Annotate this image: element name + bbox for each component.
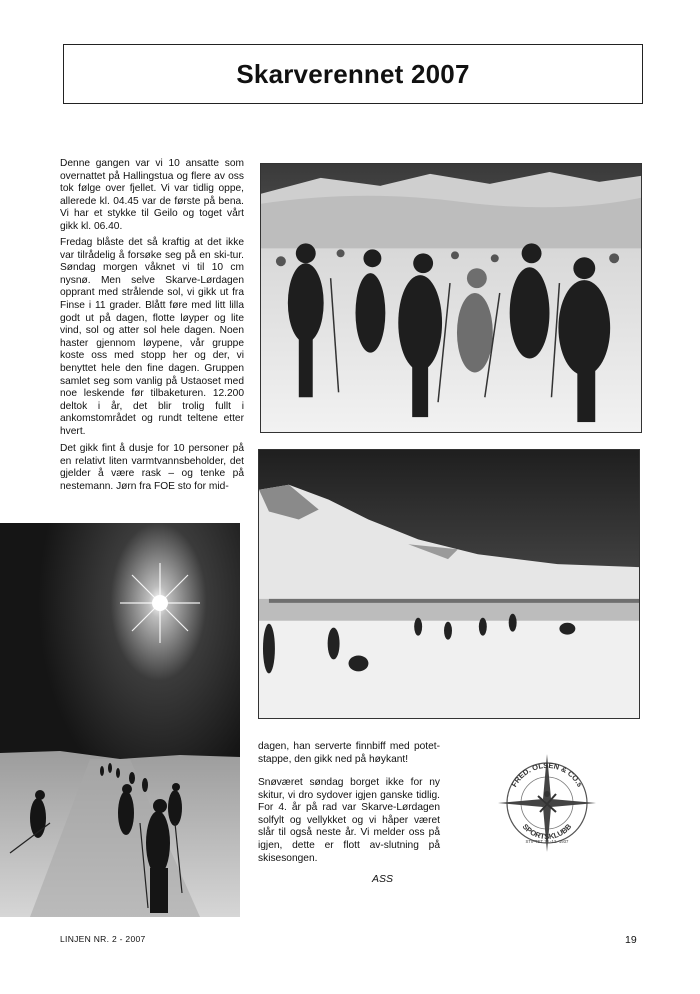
title-box (63, 44, 643, 104)
logo-text-bottom: SPORTSKLUBB (520, 822, 574, 842)
paragraph-1: Denne gangen var vi 10 ansatte som overnattet på Hallingstua og flere av oss tok følge over fjellet. Vi var tidlig oppe, allerede kl. 04.45 var de første på bena. Vi har et stykke til Geilo og toget vårt gikk kl. 06.40. (60, 158, 244, 232)
footer-publication: LINJEN NR. 2 - 2007 (60, 934, 146, 944)
page-number: 19 (625, 934, 637, 946)
sportsklubb-logo (496, 752, 598, 854)
logo-text-top: FRED. OLSEN & CO.s (509, 760, 585, 789)
paragraph-3: Det gikk fint å dusje for 10 personer på en relativt liten varmtvannsbeholder, det gjelder å være rask – og tenke på nestemann. Jørn fra FOE sto for mid- (60, 443, 244, 492)
paragraph-5: Snøværet søndag borget ikke for ny skitur, vi dro sydover igjen ganske tidlig. For 4. år på rad var Skarve-Lørdagen solfylt og vellykket og vi håper været slår til også neste år. Vi melder oss på igjen, dette er flott av-slutning på skisesongen. (258, 777, 440, 864)
paragraph-4: dagen, han serverte finnbiff med potet-stappe, den gikk ned på høykant! (258, 741, 440, 765)
article-title: Skarverennet 2007 (236, 59, 470, 89)
photo-sun-skiers (0, 523, 240, 917)
logo-founded: STIFTET 10.-12.-1937 (525, 839, 569, 844)
photo-group-skiers (260, 163, 642, 433)
signature: ASS (372, 873, 394, 885)
paragraph-2: Fredag blåste det så kraftig at det ikke var tilrådelig å forsøke seg på en ski-tur. Søndag morgen våknet vi til 10 cm nysnø. Men selve Skarve-Lørdagen opprant med strålende sol, vi gikk ut fra Finse i 11 grader. Blått føre med litt lilla godt ut på dagen, flotte løyper og lite vind, sol og atter sol hele dagen. Noen haster gjennom løypene, vår gruppe koste oss med stopp her og der, vi benyttet hele den fine dagen. Gruppen samlet seg som vanlig på Ustaoset med noe leskende før tilbaketuren. 12.200 deltok i år, det blir trolig fullt i ankomstområdet og rundt teltene etter hvert. (60, 237, 244, 437)
photo-mountain-crowd (258, 449, 640, 719)
